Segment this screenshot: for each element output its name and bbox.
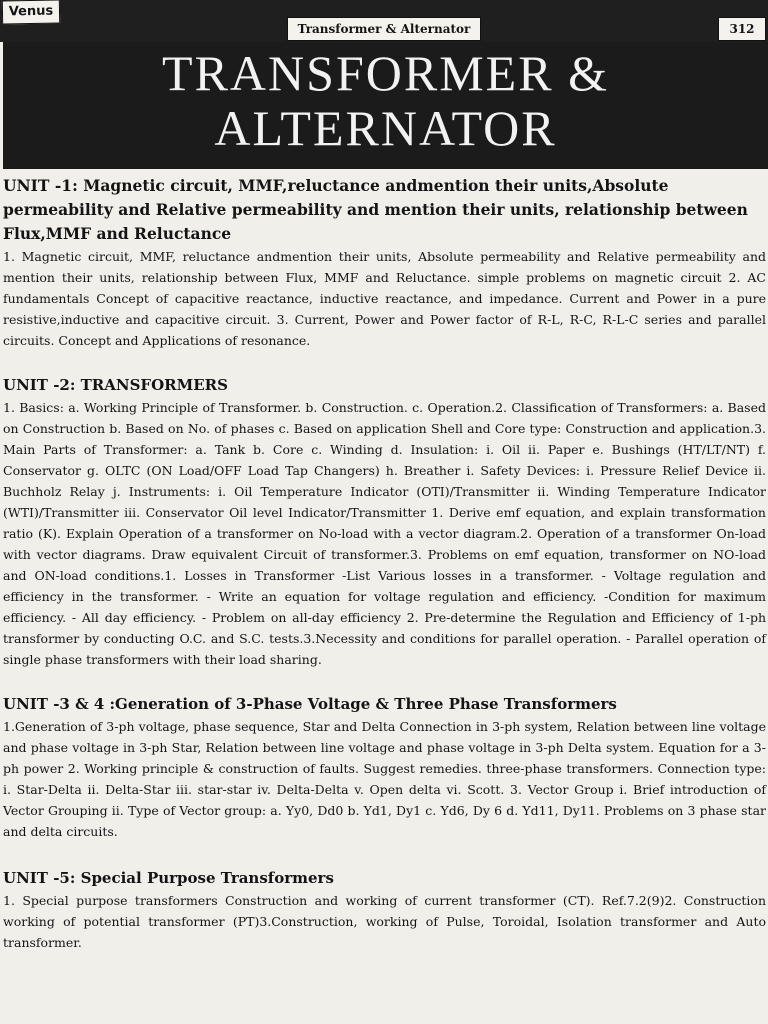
- unit-2-heading: UNIT -2: TRANSFORMERS: [3, 376, 228, 394]
- title-banner: [3, 42, 768, 169]
- unit-5-heading: UNIT -5: Special Purpose Transformers: [3, 869, 334, 887]
- unit-2-body: 1. Basics: a. Working Principle of Transformer. b. Construction. c. Operation.2. Classification of Transformers: a. Based on Construction b. Based on No. of phases c. Based on application Shell and Core type: Construction and application.3. Main Parts of Transformer: a. Tank b. Core c. Winding d. Insulation: i. Oil ii. Paper e. Bushings (HT/LT/NT) f. Conservator g. OLTC (ON Load/OFF Load Tap Changers) h. Breather i. Safety Devices: i. Pressure Relief Device ii. Buchholz Relay j. Instruments: i. Oil Temperature Indicator (OTI)/Transmitter ii. Winding Temperature Indicator (WTI)/Transmitter iii. Conservator Oil level Indicator/Transmitter 1. Derive emf equation, and explain transformation ratio (K). Explain Operation of a transformer on No-load with a vector diagram.2. Operation of a transformer On-load with vector diagrams. Draw equivalent Circuit of transformer.3. Problems on emf equation, transformer on NO-load and ON-load conditions.1. Losses in Transformer -List Various losses in a transformer. - Voltage regulation and efficiency in the transformer. - Write an equation for voltage regulation and efficiency. -Condition for maximum efficiency. - All day efficiency. - Problem on all-day efficiency 2. Pre-determine the Regulation and Efficiency of 1-ph transformer by conducting O.C. and S.C. tests.3.Necessity and conditions for parallel operation. - Parallel operation of single phase transformers with their load sharing.: [3, 400, 766, 667]
- unit-5-section: [3, 866, 766, 953]
- unit-1-section: [3, 174, 766, 351]
- syllabus-content: [3, 170, 766, 953]
- page-title-line-1: TRANSFORMER &: [162, 45, 609, 101]
- page-number: 312: [718, 17, 766, 41]
- unit-3-4-body: 1.Generation of 3-ph voltage, phase sequence, Star and Delta Connection in 3-ph system, Relation between line voltage and phase voltage in 3-ph Star, Relation between line voltage and phase voltage in 3-ph Delta system. Equation for a 3-ph power 2. Working principle & construction of faults. Suggest remedies. three-phase transformers. Connection type: i. Star-Delta ii. Delta-Star iii. star-star iv. Delta-Delta v. Open delta vi. Scott. 3. Vector Group i. Brief introduction of Vector Grouping ii. Type of Vector group: a. Yy0, Dd0 b. Yd1, Dy1 c. Yd6, Dy 6 d. Yd11, Dy11. Problems on 3 phase star and delta circuits.: [3, 719, 766, 839]
- unit-1-body: 1. Magnetic circuit, MMF, reluctance andmention their units, Absolute permeability and Relative permeability and mention their units, relationship between Flux, MMF and Reluctance. simple problems on magnetic circuit 2. AC fundamentals Concept of capacitive reactance, inductive reactance, and impedance. Current and Power in a pure resistive,inductive and capacitive circuit. 3. Current, Power and Power factor of R-L, R-C, R-L-C series and parallel circuits. Concept and Applications of resonance.: [3, 249, 766, 348]
- page-title-line-2: ALTERNATOR: [214, 100, 557, 156]
- unit-3-4-heading: UNIT -3 & 4 :Generation of 3-Phase Voltage & Three Phase Transformers: [3, 695, 617, 713]
- unit-5-body: 1. Special purpose transformers Construction and working of current transformer (CT). Ref.7.2(9)2. Construction working of potential transformer (PT)3.Construction, working of Pulse, Toroidal, Isolation transformer and Auto transformer.: [3, 893, 766, 950]
- header-bar: [0, 0, 768, 42]
- unit-1-heading: UNIT -1: Magnetic circuit, MMF,reluctance andmention their units,Absolute permeability and Relative permeability and mention their units, relationship between Flux,MMF and Reluctance: [3, 176, 748, 243]
- unit-3-4-section: [3, 692, 766, 842]
- section-title: Transformer & Alternator: [287, 17, 481, 41]
- brand-label: Venus: [2, 0, 60, 25]
- page-title: [3, 42, 768, 156]
- unit-2-section: [3, 373, 766, 670]
